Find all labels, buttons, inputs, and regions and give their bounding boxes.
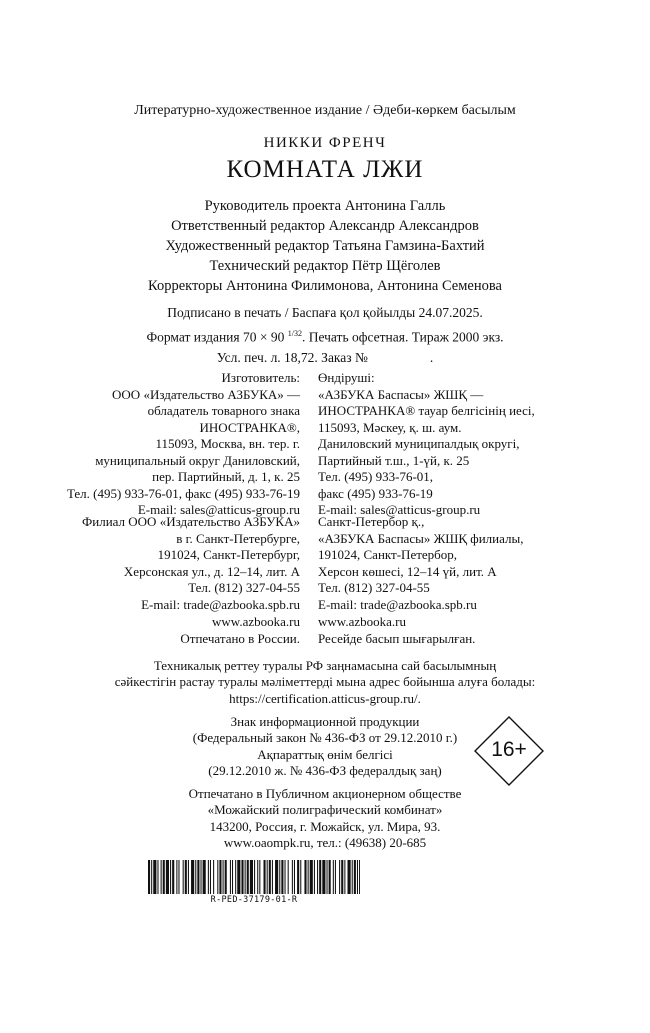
barcode-number: R-PED-37179-01-R (210, 895, 298, 905)
staff-list (0, 196, 650, 296)
author-name: НИККИ ФРЕНЧ (263, 135, 387, 151)
barcode-bar (254, 860, 255, 894)
barcode-bar (297, 860, 299, 894)
barcode-bar (185, 860, 187, 894)
web-ru: www.azbooka.ru Отпечатано в России. (180, 614, 300, 646)
barcode-bar (314, 860, 315, 894)
certification-note: Техникалық реттеу туралы РФ заңнамасына сай басылымның сәйкестігін растау туралы мәліметтерді мына адрес бойынша алуға болады: https://certification.atticus-group.ru/. (0, 658, 650, 707)
barcode-bar (348, 860, 351, 894)
barcode-bar (327, 860, 328, 894)
barcode-bar (310, 860, 313, 894)
barcode-bar (288, 860, 289, 894)
barcode-bar (352, 860, 353, 894)
print-info (0, 303, 650, 368)
barcode-bar (281, 860, 283, 894)
barcode-bar (267, 860, 268, 894)
barcode-bar (151, 860, 152, 894)
age-rating-label: 16+ (491, 738, 527, 761)
barcode-bar (259, 860, 260, 894)
barcode-bar (157, 860, 158, 894)
signed-line: Подписано в печать / Баспаға қол қойылды 24.07.2025. (167, 305, 483, 320)
barcode-bar (178, 860, 179, 894)
barcode-bar (219, 860, 221, 894)
staff-line: Технический редактор Пётр Щёголев (209, 258, 441, 274)
barcode-icon (148, 860, 360, 894)
barcode-bar (232, 860, 233, 894)
barcode-bar (230, 860, 231, 894)
barcode-bar (161, 860, 162, 894)
barcode-bar (172, 860, 174, 894)
staff-line: Художественный редактор Татьяна Гамзина-Бахтий (165, 238, 485, 254)
barcode-bar (191, 860, 194, 894)
barcode-bar (304, 860, 306, 894)
barcode-bar (208, 860, 209, 894)
barcode-bar (341, 860, 343, 894)
barcode-bar (217, 860, 218, 894)
barcode-bar (247, 860, 249, 894)
barcode-bar (170, 860, 171, 894)
barcode-bar (300, 860, 301, 894)
barcode-bar (176, 860, 177, 894)
barcode-bar (344, 860, 345, 894)
age-rating-badge (473, 715, 545, 787)
barcode-bar (201, 860, 202, 894)
format-line: Формат издания 70 × 90 $^{1/32}$. Печать офсетная. Тираж 2000 экз. (146, 328, 504, 344)
barcode-bar (188, 860, 189, 894)
format-fraction: 1/32 (287, 328, 302, 338)
barcode-bar (329, 860, 331, 894)
barcode-bar (257, 860, 258, 894)
barcode-bar (354, 860, 356, 894)
web-kz: www.azbooka.ru Ресейде басып шығарылған. (318, 614, 476, 646)
barcode-bar (197, 860, 199, 894)
barcode-bar (294, 860, 295, 894)
info-sign-text: Знак информационной продукции (Федеральный закон № 436-ФЗ от 29.12.2010 г.) Ақпараттық өнім белгісі (29.12.2010 ж. № 436-ФЗ федералдық заң) (192, 714, 458, 779)
book-title: КОМНАТА ЛЖИ (226, 156, 424, 183)
printer-info: Отпечатано в Публичном акционерном обществе «Можайский полиграфический комбинат» 143200, Россия, г. Можайск, ул. Мира, 93. www.oaompk.ru, тел.: (49638) 20-685 (188, 786, 462, 851)
barcode-bar (245, 860, 246, 894)
barcode-bar (237, 860, 240, 894)
barcode-bar (272, 860, 273, 894)
barcode-bar (166, 860, 169, 894)
barcode-bar (183, 860, 184, 894)
manufacturer-kz: Өндіруші: «АЗБУКА Баспасы» ЖШҚ — ИНОСТРАНКА® тауар белгісінің иесі, 115093, Мәскеу, қ. ш. аум. Даниловский муниципалдық округі, Партийный т.ш., 1-үй, к. 25 Тел. (495) 933-76-01, факс (495) 933-76-19 E-mail: sales@atticus-group.ru (318, 370, 535, 517)
barcode-bar (275, 860, 278, 894)
website-link[interactable]: www.azbooka.ru (318, 614, 406, 629)
barcode-bar (269, 860, 271, 894)
barcode-bar (225, 860, 227, 894)
staff-line: Корректоры Антонина Филимонова, Антонина Семенова (148, 278, 502, 294)
branch-kz: Санкт-Петербор қ., «АЗБУКА Баспасы» ЖШҚ филиалы, 191024, Санкт-Петербор, Херсон көшесі, 12–14 үй, лит. А Тел. (812) 327-04-55 E-mail: trade@azbooka.spb.ru (318, 514, 524, 612)
barcode-bar (357, 860, 358, 894)
sheets-line: Усл. печ. л. 18,72. Заказ № . (216, 349, 434, 365)
barcode-bar (213, 860, 214, 894)
staff-line: Руководитель проекта Антонина Галль (204, 198, 446, 214)
barcode-bar (322, 860, 325, 894)
barcode-bar (223, 860, 224, 894)
barcode-bar (279, 860, 280, 894)
barcode-bar (195, 860, 196, 894)
barcode-bar (319, 860, 321, 894)
barcode-bar (333, 860, 334, 894)
barcode-bar (285, 860, 286, 894)
barcode-bar (203, 860, 206, 894)
barcode-bar (148, 860, 150, 894)
barcode-bar (292, 860, 293, 894)
barcode-bar (359, 860, 360, 894)
barcode-bar (210, 860, 211, 894)
manufacturer-ru: Изготовитель: ООО «Издательство АЗБУКА» — обладатель товарного знака ИНОСТРАНКА®, 115093, Москва, вн. тер. г. муниципальный округ Даниловский, пер. Партийный, д. 1, к. 25 Тел. (495) 933-76-01, факс (495) 933-76-19 E-mail: sales@atticus-group.ru (66, 370, 300, 517)
barcode-bar (241, 860, 243, 894)
certification-link[interactable]: https://certification.atticus-group.ru/. (229, 690, 421, 706)
staff-line: Ответственный редактор Александр Александров (171, 218, 479, 234)
barcode-bar (339, 860, 340, 894)
barcode-bar (250, 860, 253, 894)
barcode-bar (264, 860, 266, 894)
website-link[interactable]: www.azbooka.ru (212, 614, 300, 629)
barcode-bar (163, 860, 165, 894)
barcode-bar (308, 860, 309, 894)
barcode-bar (317, 860, 318, 894)
barcode-bar (153, 860, 156, 894)
barcode-bar (335, 860, 336, 894)
barcode-bar (235, 860, 236, 894)
edition-type: Литературно-художественное издание / Әдеби-көркем басылым (134, 103, 516, 118)
branch-ru: Филиал ООО «Издательство АЗБУКА» в г. Санкт-Петербурге, 191024, Санкт-Петербург, Херсонская ул., д. 12–14, лит. А Тел. (812) 327-04-55 E-mail: trade@azbooka.spb.ru (81, 514, 300, 612)
